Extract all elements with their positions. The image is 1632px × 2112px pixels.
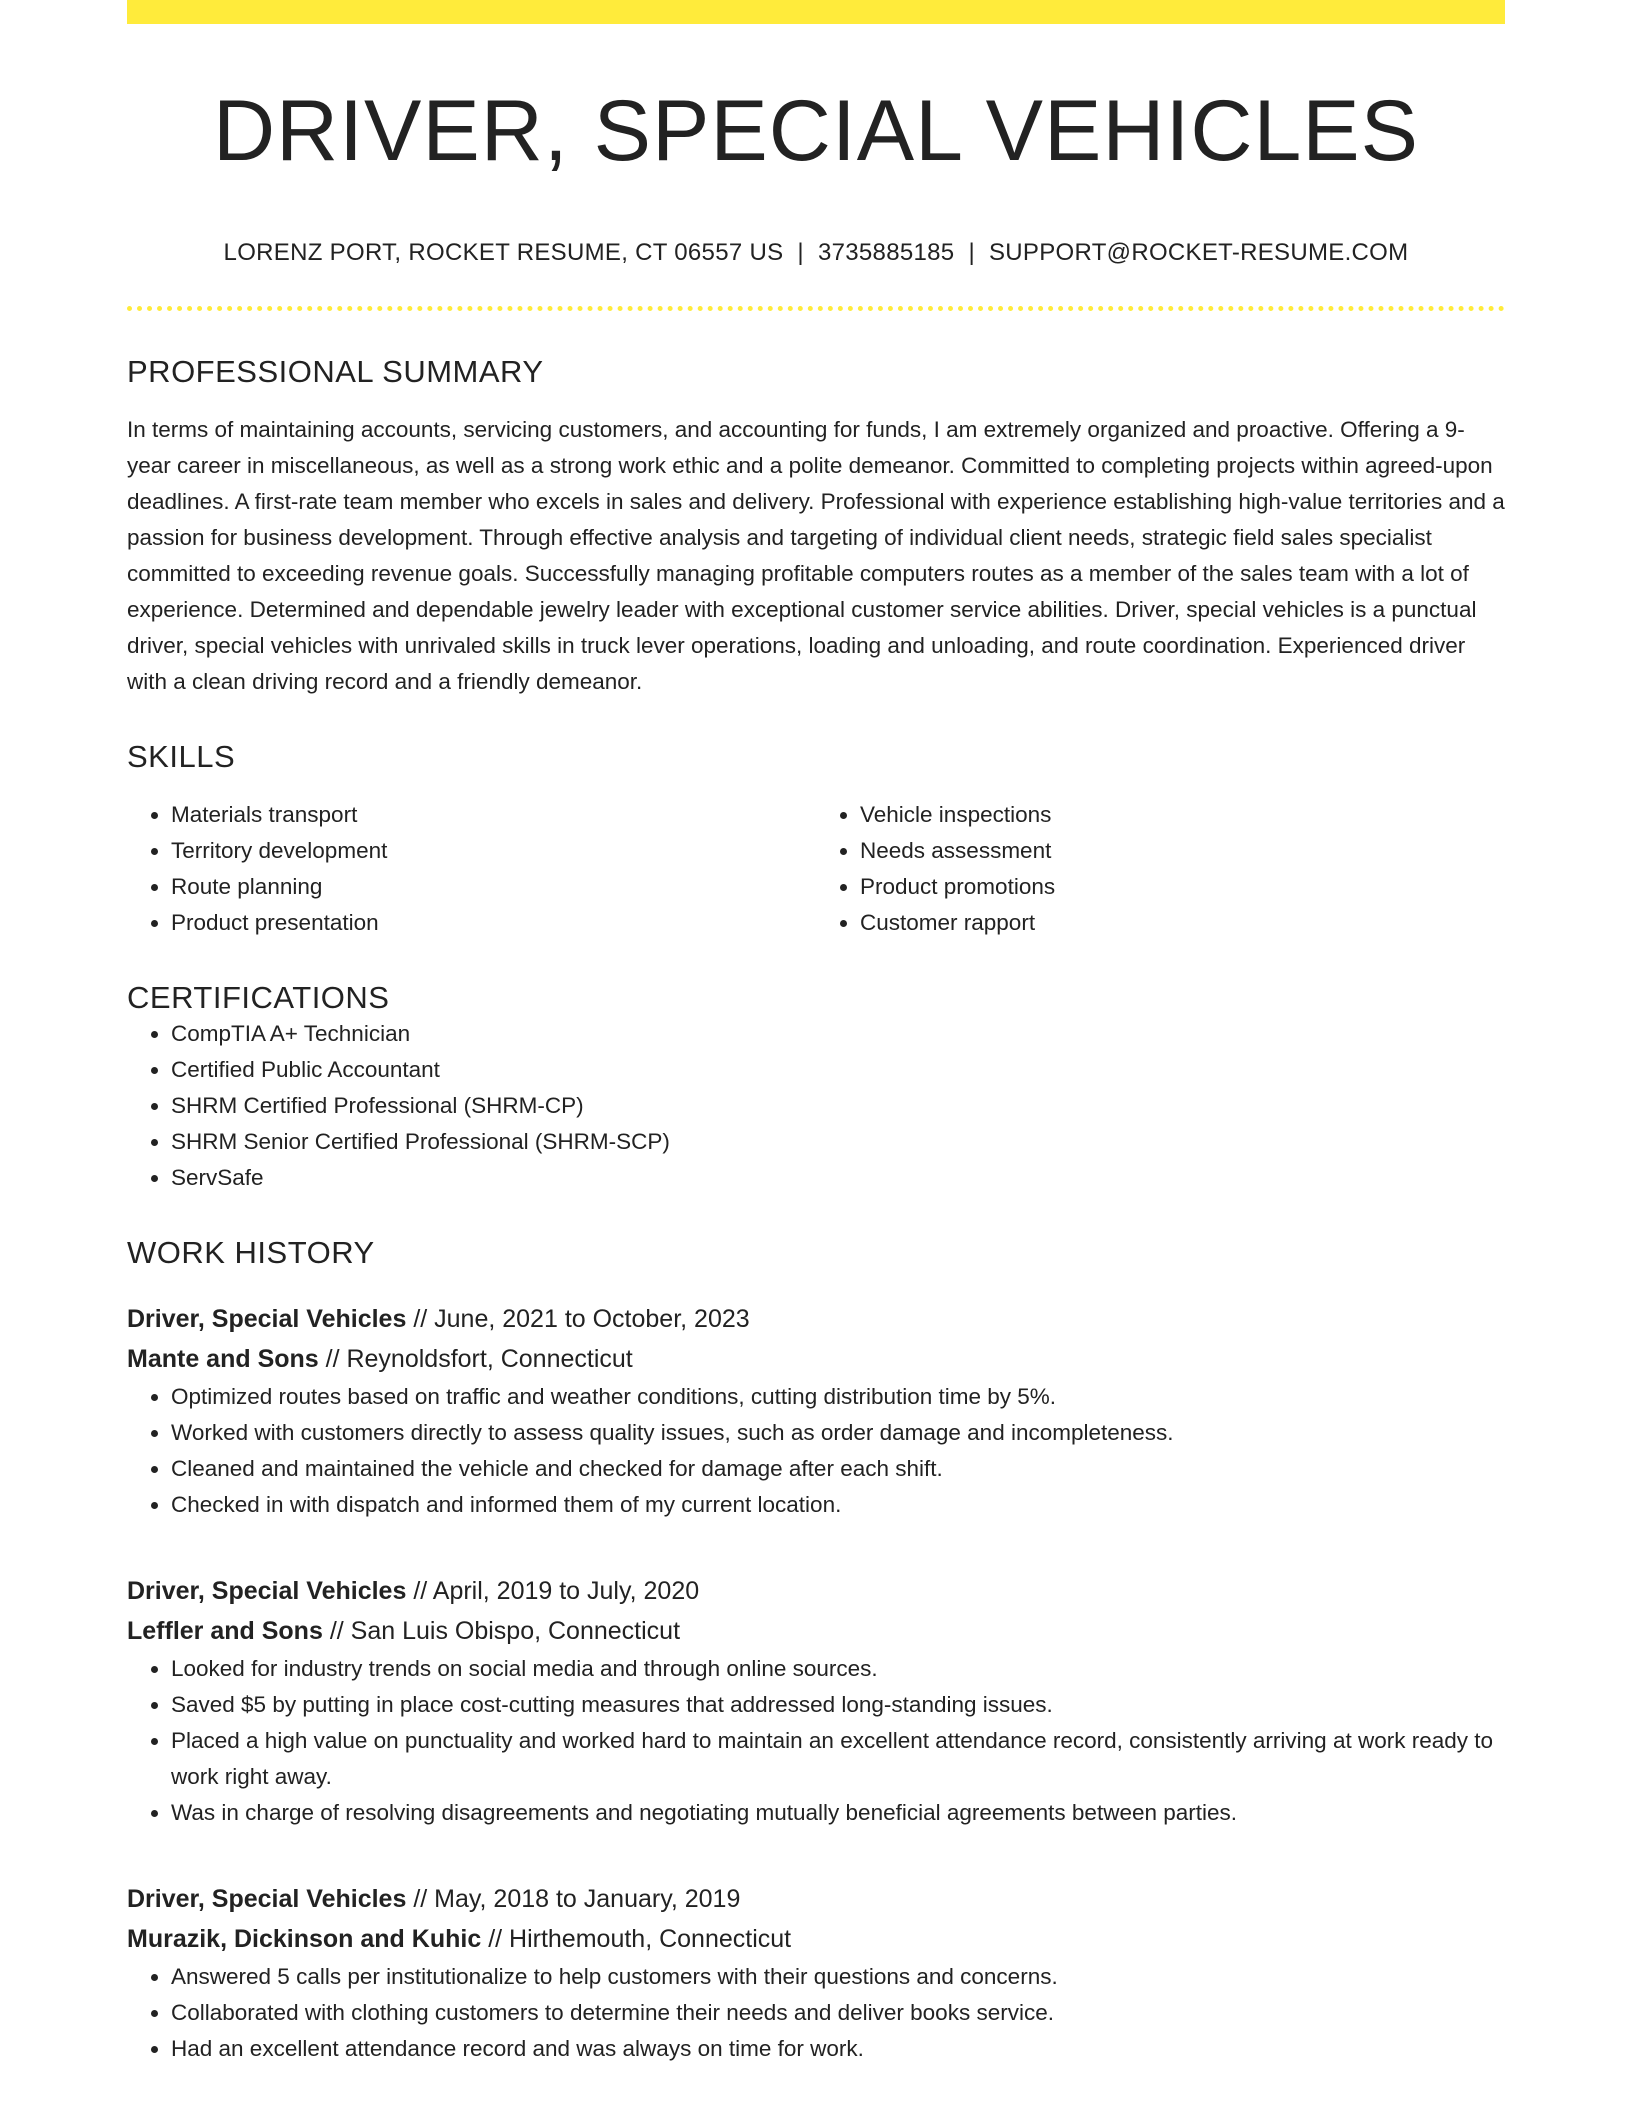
job-company-line <box>127 1919 1505 1959</box>
skills-grid <box>127 797 1505 941</box>
contact-address: LORENZ PORT, ROCKET RESUME, CT 06557 US <box>223 238 784 266</box>
resume-page <box>127 0 1505 2067</box>
job-company: Leffler and Sons <box>127 1617 323 1646</box>
job-dates: // May, 2018 to January, 2019 <box>413 1885 741 1914</box>
job-bullets <box>127 1379 1505 1523</box>
skill-item: • Territory development <box>171 833 816 869</box>
job-bullet: • Collaborated with clothing customers to determine their needs and deliver books service. <box>171 1995 1505 2031</box>
job-bullet: • Optimized routes based on traffic and weather conditions, cutting distribution time by 5%. <box>171 1379 1505 1415</box>
certification-item: • CompTIA A+ Technician <box>171 1016 1505 1052</box>
contact-separator: | <box>968 238 975 266</box>
job-dates: // April, 2019 to July, 2020 <box>413 1577 700 1606</box>
skill-item: • Needs assessment <box>860 833 1505 869</box>
skills-heading: SKILLS <box>127 738 236 774</box>
job-role: Driver, Special Vehicles <box>127 1885 407 1914</box>
job-bullet: • Looked for industry trends on social media and through online sources. <box>171 1651 1505 1687</box>
certification-item: • SHRM Senior Certified Professional (SHRM-SCP) <box>171 1124 1505 1160</box>
job-role: Driver, Special Vehicles <box>127 1305 407 1334</box>
contact-line <box>127 239 1505 268</box>
job-role-line <box>127 1299 1505 1339</box>
job-location: // Reynoldsfort, Connecticut <box>325 1345 633 1374</box>
job-bullets <box>127 1959 1505 2067</box>
job-company-line <box>127 1339 1505 1379</box>
job-bullet: • Cleaned and maintained the vehicle and checked for damage after each shift. <box>171 1451 1505 1487</box>
certifications-list <box>127 1016 1505 1196</box>
job-location: // San Luis Obispo, Connecticut <box>329 1617 681 1646</box>
job-company: Murazik, Dickinson and Kuhic <box>127 1925 482 1954</box>
resume-title: DRIVER, SPECIAL VEHICLES <box>212 83 1420 179</box>
summary-heading: PROFESSIONAL SUMMARY <box>127 353 544 389</box>
skills-list-right <box>816 797 1505 941</box>
job-company: Mante and Sons <box>127 1345 319 1374</box>
job-bullet: • Worked with customers directly to assess quality issues, such as order damage and incompleteness. <box>171 1415 1505 1451</box>
job-bullet: • Saved $5 by putting in place cost-cutting measures that addressed long-standing issues. <box>171 1687 1505 1723</box>
skill-item: • Vehicle inspections <box>860 797 1505 833</box>
job-bullet: • Was in charge of resolving disagreements and negotiating mutually beneficial agreements between parties. <box>171 1795 1505 1831</box>
certifications-heading: CERTIFICATIONS <box>127 980 390 1016</box>
contact-separator: | <box>797 238 804 266</box>
work-history-heading: WORK HISTORY <box>127 1235 375 1271</box>
contact-email: SUPPORT@ROCKET-RESUME.COM <box>988 238 1409 266</box>
skill-item: • Customer rapport <box>860 905 1505 941</box>
job-location: // Hirthemouth, Connecticut <box>488 1925 792 1954</box>
job-role-line <box>127 1571 1505 1611</box>
skill-item: • Route planning <box>171 869 816 905</box>
skill-item: • Product promotions <box>860 869 1505 905</box>
job-entry <box>127 1571 1505 1831</box>
job-role: Driver, Special Vehicles <box>127 1577 407 1606</box>
job-bullet: • Placed a high value on punctuality and worked hard to maintain an excellent attendance record, consistently arriving at work ready to work right away. <box>171 1723 1505 1795</box>
skill-item: • Materials transport <box>171 797 816 833</box>
skill-item: • Product presentation <box>171 905 816 941</box>
contact-phone: 3735885185 <box>817 238 955 266</box>
skills-column-left <box>127 797 816 941</box>
dotted-divider <box>127 306 1505 311</box>
job-entry <box>127 1879 1505 2067</box>
job-dates: // June, 2021 to October, 2023 <box>413 1305 750 1334</box>
job-bullet: • Answered 5 calls per institutionalize to help customers with their questions and concerns. <box>171 1959 1505 1995</box>
job-bullet: • Had an excellent attendance record and was always on time for work. <box>171 2031 1505 2067</box>
certification-item: • SHRM Certified Professional (SHRM-CP) <box>171 1088 1505 1124</box>
certification-item: • Certified Public Accountant <box>171 1052 1505 1088</box>
job-company-line <box>127 1611 1505 1651</box>
job-role-line <box>127 1879 1505 1919</box>
job-entry <box>127 1299 1505 1523</box>
job-bullets <box>127 1651 1505 1831</box>
summary-text: In terms of maintaining accounts, servicing customers, and accounting for funds, I am extremely organized and proactive. Offering a 9-year career in miscellaneous, as well as a strong work ethic and a polite demeanor. Committed to completing projects within agreed-upon deadlines. A first-rate team member who excels in sales and delivery. Professional with experience establishing high-value territories and a passion for business development. Through effective analysis and targeting of individual client needs, strategic field sales specialist committed to exceeding revenue goals. Successfully managing profitable computers routes as a member of the sales team with a lot of experience. Determined and dependable jewelry leader with exceptional customer service abilities. Driver, special vehicles is a punctual driver, special vehicles with unrivaled skills in truck lever operations, loading and unloading, and route coordination. Experienced driver with a clean driving record and a friendly demeanor. <box>127 416 1505 694</box>
skills-column-right <box>816 797 1505 941</box>
skills-list-left <box>127 797 816 941</box>
job-bullet: • Checked in with dispatch and informed them of my current location. <box>171 1487 1505 1523</box>
certification-item: • ServSafe <box>171 1160 1505 1196</box>
accent-bar <box>127 0 1505 24</box>
